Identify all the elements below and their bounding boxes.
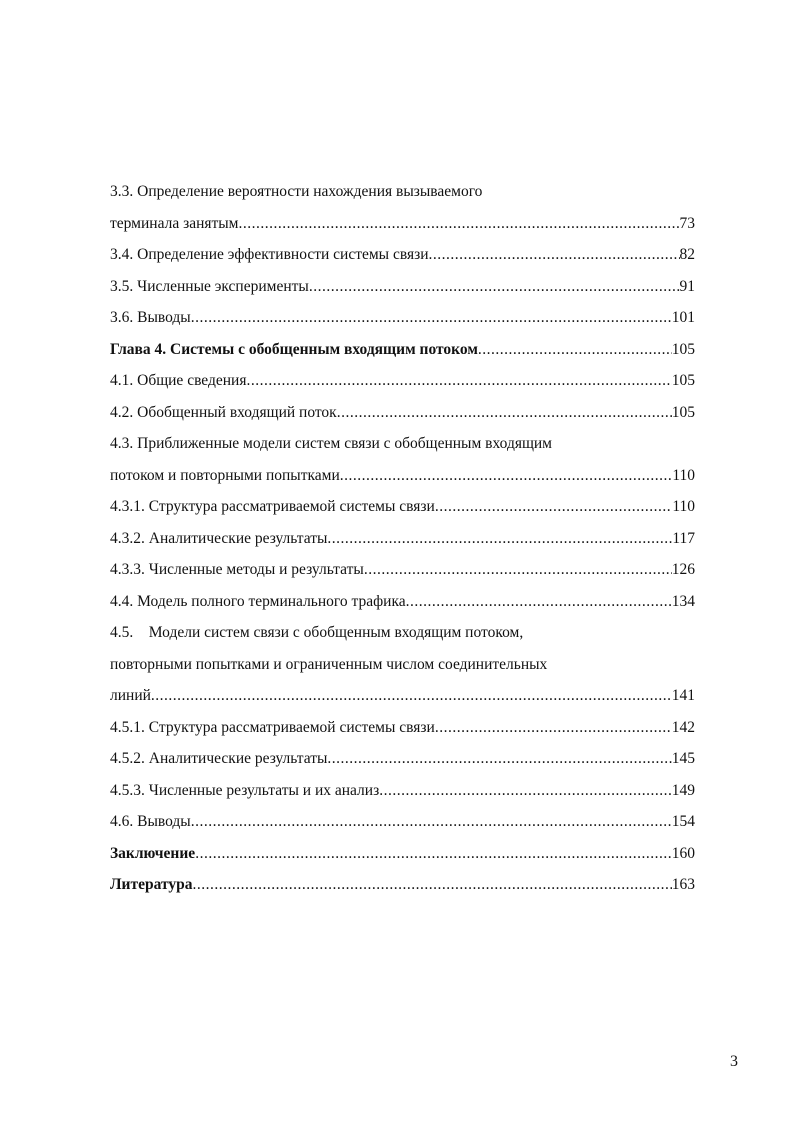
toc-entry-page: 142: [671, 718, 695, 736]
dot-leader: [406, 586, 672, 618]
toc-entry-page: 73: [679, 214, 695, 232]
dot-leader: [429, 239, 680, 271]
dot-leader: [435, 712, 672, 744]
toc-entry: [110, 176, 695, 208]
toc-entry-page: 105: [671, 372, 695, 389]
dot-leader: [327, 743, 671, 775]
toc-entry: [110, 491, 695, 523]
toc-entry-page: 105: [671, 403, 695, 421]
toc-entry-page: 110: [672, 466, 695, 484]
dot-leader: [195, 838, 672, 870]
toc-entry-page: 141: [671, 687, 695, 704]
toc-entry-title: 3.5. Численные эксперименты: [110, 277, 309, 295]
toc-entry-page: 82: [679, 246, 695, 263]
toc-entry-title: Заключение: [110, 844, 196, 862]
dot-leader: [478, 334, 672, 366]
toc-entry-title: 4.5.3. Численные результаты и их анализ: [110, 781, 380, 799]
page-number: 3: [730, 1053, 738, 1070]
dot-leader: [151, 680, 672, 712]
toc-entry: [110, 554, 695, 586]
toc-entry-page: 110: [672, 498, 695, 515]
toc-entry-page: 117: [672, 529, 695, 547]
toc-entry-title: 4.2. Обобщенный входящий поток: [110, 403, 337, 421]
toc-entry-title: 4.3.3. Численные методы и результаты: [110, 561, 364, 578]
toc-entry-page: 163: [671, 876, 695, 893]
dot-leader: [309, 271, 680, 303]
toc-entry-page: 149: [671, 781, 695, 799]
toc-entry: [110, 239, 695, 271]
toc-entry-page: 154: [671, 813, 695, 830]
dot-leader: [435, 491, 672, 523]
dot-leader: [364, 554, 672, 586]
toc-entry-title: 4.6. Выводы: [110, 813, 191, 830]
toc-entry-title: 4.5.2. Аналитические результаты: [110, 750, 328, 767]
toc-entry-page: 101: [671, 309, 695, 326]
toc-entry-page: 160: [671, 844, 695, 862]
toc-entry-title: 4.5.1. Структура рассматриваемой системы связи: [110, 718, 435, 736]
toc-entry-title: 3.4. Определение эффективности системы связи: [110, 246, 429, 263]
toc-entry: [110, 460, 695, 492]
toc-entry: [110, 397, 695, 429]
dot-leader: [327, 523, 672, 555]
toc-entry: [110, 712, 695, 744]
toc-entry-title: Глава 4. Системы с обобщенным входящим потоком: [110, 340, 478, 358]
toc-entry: [110, 365, 695, 397]
toc-entry: [110, 617, 695, 649]
toc-entry: [110, 743, 695, 775]
toc-entry: [110, 586, 695, 618]
dot-leader: [246, 365, 671, 397]
dot-leader: [192, 869, 671, 901]
dot-leader: [340, 460, 673, 492]
dot-leader: [379, 775, 672, 807]
toc-entry-title: 4.4. Модель полного терминального трафика: [110, 592, 406, 610]
toc-entry-title: Литература: [110, 876, 193, 893]
dot-leader: [191, 302, 672, 334]
toc-entry-title: линий: [110, 687, 151, 704]
toc-entry-page: 126: [671, 561, 695, 578]
toc-entry-title: 4.5. Модели систем связи с обобщенным входящим потоком,: [110, 624, 524, 641]
toc-entry-title: 4.3.1. Структура рассматриваемой системы связи: [110, 498, 435, 515]
dot-leader: [239, 208, 680, 240]
toc-entry-title: потоком и повторными попытками: [110, 466, 340, 484]
toc-entry-title: повторными попытками и ограниченным числом соединительных: [110, 655, 548, 673]
toc-entry-title: 4.3.2. Аналитические результаты: [110, 529, 328, 547]
toc-entry: [110, 523, 695, 555]
toc-entry: [110, 806, 695, 838]
toc-entry-title: 3.3. Определение вероятности нахождения вызываемого: [110, 183, 483, 200]
toc-entry-title: 4.1. Общие сведения: [110, 372, 247, 389]
toc-entry: [110, 271, 695, 303]
toc-entry-title: терминала занятым: [110, 214, 239, 232]
toc-entry-page: 145: [671, 750, 695, 767]
table-of-contents: [110, 176, 695, 901]
toc-entry-page: 134: [671, 592, 695, 610]
toc-entry-page: 91: [679, 277, 695, 295]
toc-entry-page: 105: [671, 340, 695, 358]
toc-entry-title: 4.3. Приближенные модели систем связи с обобщенным входящим: [110, 435, 552, 452]
toc-entry: [110, 775, 695, 807]
toc-conclusion-entry: [110, 838, 695, 870]
toc-entry: [110, 302, 695, 334]
toc-references-entry: [110, 869, 695, 901]
toc-entry: [110, 428, 695, 460]
dot-leader: [191, 806, 672, 838]
toc-entry: [110, 680, 695, 712]
toc-entry-title: 3.6. Выводы: [110, 309, 191, 326]
toc-chapter-entry: [110, 334, 695, 366]
toc-entry: [110, 649, 695, 681]
toc-entry: [110, 208, 695, 240]
dot-leader: [337, 397, 672, 429]
